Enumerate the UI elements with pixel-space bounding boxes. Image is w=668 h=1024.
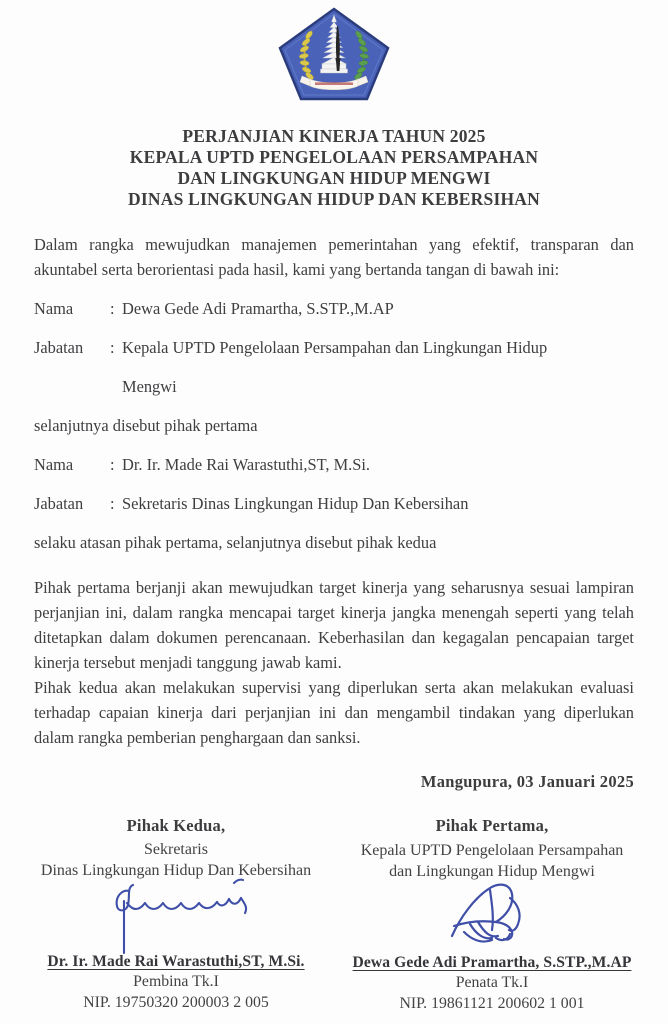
second-party-position-value: Sekretaris Dinas Lingkungan Hidup Dan Kebersihan [122,494,469,513]
agreement-paragraph-1: Pihak pertama berjanji akan mewujudkan target kinerja yang seharusnya sesuai lampiran perjanjian ini, dalam rangka mencapai target kinerja jangka menengah seperti yang telah ditetapkan dalam dokumen perencanaan. Keberhasilan dan kegagalan pencapaian target kinerja tersebut menjadi tanggung jawab kami. [34,578,634,672]
first-party-position-row [34,335,634,360]
first-party-role-heading: Pihak Pertama, [435,816,549,835]
signature-block-second-party [18,816,334,1014]
second-party-rank: Pembina Tk.I [133,973,219,990]
second-party-position-label: Jabatan [34,494,84,513]
colon-separator: : [110,299,115,318]
document-title [0,126,668,210]
badung-regency-emblem-icon [276,6,392,102]
second-party-position-row [34,491,634,516]
handwritten-signature-icon [392,878,592,956]
colon-separator: : [110,455,115,474]
colon-separator: : [110,338,115,357]
agreement-paragraphs [34,575,634,750]
first-party-nip: NIP. 19861121 200602 1 001 [399,995,585,1012]
first-party-position-label: Jabatan [34,338,84,357]
first-party-sub-line-2: dan Lingkungan Hidup Mengwi [389,863,595,880]
first-party-sub-line-1: Kepala UPTD Pengelolaan Persampahan [360,842,624,859]
second-party-designation: selaku atasan pihak pertama, selanjutnya disebut pihak kedua [34,533,437,552]
first-party-name-label: Nama [34,299,74,318]
handwritten-signature-icon [71,877,281,955]
second-party-nip: NIP. 19750320 200003 2 005 [83,994,269,1011]
signature-area [0,816,668,1014]
date-location-line: Mangupura, 03 Januari 2025 [420,772,634,791]
first-party-name-value: Dewa Gede Adi Pramartha, S.STP.,M.AP [122,299,394,318]
second-party-signature-space [18,881,334,953]
title-line-2: KEPALA UPTD PENGELOLAAN PERSAMPAHAN [129,147,539,167]
first-party-position-value: Kepala UPTD Pengelolaan Persampahan dan Lingkungan Hidup [122,338,548,357]
first-party-position-continuation: Mengwi [122,377,177,396]
first-party-signer-name: Dewa Gede Adi Pramartha, S.STP.,M.AP [352,954,632,971]
first-party-name-row [34,296,634,321]
second-party-role-heading: Pihak Kedua, [126,816,226,835]
second-party-sub-line-2: Dinas Lingkungan Hidup Dan Kebersihan [40,862,312,879]
first-party-signature-space [334,882,650,954]
second-party-name-label: Nama [34,455,74,474]
agreement-paragraph-2: Pihak kedua akan melakukan supervisi yang diperlukan serta akan melakukan evaluasi terhadap capaian kinerja dari perjanjian ini dan mengambil tindakan yang diperlukan dalam rangka pemberian penghargaan dan sanksi. [34,678,634,747]
second-party-name-value: Dr. Ir. Made Rai Warastuthi,ST, M.Si. [122,455,371,474]
first-party-rank: Penata Tk.I [455,974,529,991]
emblem-container [0,0,668,102]
colon-separator: : [110,494,115,513]
title-line-3: DAN LINGKUNGAN HIDUP MENGWI [177,168,491,188]
document-body [34,210,634,750]
second-party-signer-name: Dr. Ir. Made Rai Warastuthi,ST, M.Si. [47,953,305,970]
second-party-sub-line-1: Sekretaris [144,841,208,858]
intro-paragraph: Dalam rangka mewujudkan manajemen pemerintahan yang efektif, transparan dan akuntabel serta berorientasi pada hasil, kami yang bertanda tangan di bawah ini: [34,235,634,279]
first-party-designation: selanjutnya disebut pihak pertama [34,416,258,435]
second-party-name-row [34,452,634,477]
title-line-1: PERJANJIAN KINERJA TAHUN 2025 [182,126,486,146]
title-line-4: DINAS LINGKUNGAN HIDUP DAN KEBERSIHAN [128,189,540,209]
signature-block-first-party [334,816,650,1014]
